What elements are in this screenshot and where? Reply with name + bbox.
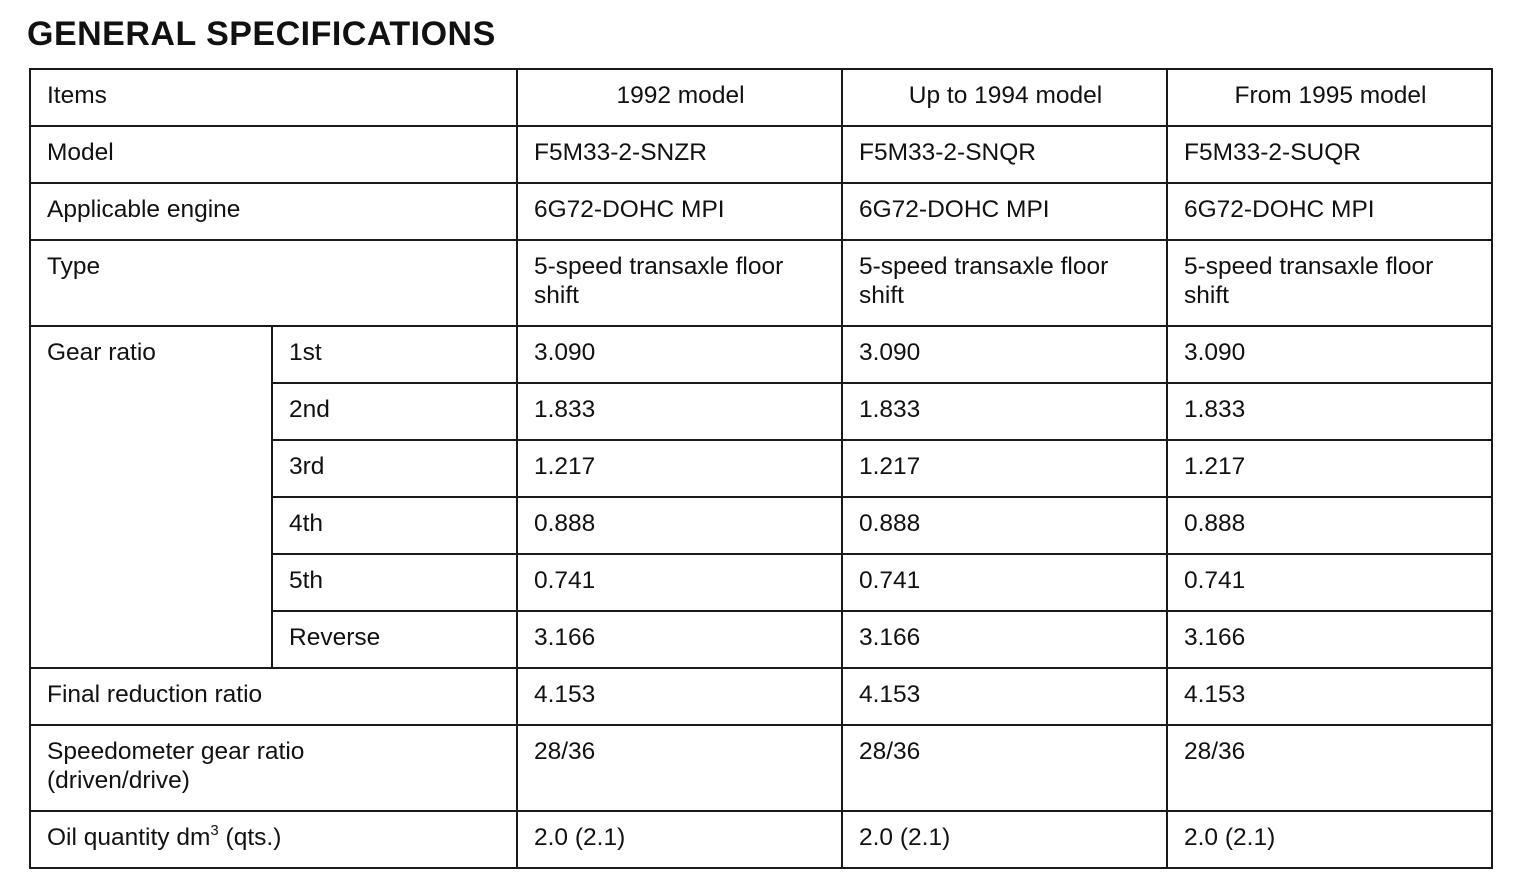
table-row-model bbox=[30, 126, 1492, 183]
cell-value: 1.833 bbox=[842, 383, 1167, 440]
cell-value: 28/36 bbox=[517, 725, 842, 811]
header-from-1995-model: From 1995 model bbox=[1167, 69, 1492, 126]
row-label: Type bbox=[30, 240, 517, 326]
gear-label: 1st bbox=[272, 326, 517, 383]
row-label-line1: Speedometer gear ratio bbox=[47, 738, 305, 765]
page-title: GENERAL SPECIFICATIONS bbox=[27, 15, 496, 53]
cell-value: F5M33-2-SNQR bbox=[842, 126, 1167, 183]
row-label: Applicable engine bbox=[30, 183, 517, 240]
cell-value: 3.166 bbox=[517, 611, 842, 668]
cell-value: 3.090 bbox=[517, 326, 842, 383]
oil-label-suffix: (qts.) bbox=[218, 824, 282, 851]
cell-value: 3.166 bbox=[842, 611, 1167, 668]
table-row-speedometer-gear-ratio bbox=[30, 725, 1492, 811]
cell-value: 1.833 bbox=[517, 383, 842, 440]
cell-value: 1.217 bbox=[1167, 440, 1492, 497]
cell-value: 1.217 bbox=[842, 440, 1167, 497]
row-label: Final reduction ratio bbox=[30, 668, 517, 725]
gear-label: Reverse bbox=[272, 611, 517, 668]
row-label bbox=[30, 811, 517, 868]
oil-label-superscript: 3 bbox=[210, 822, 219, 839]
cell-value: 3.090 bbox=[842, 326, 1167, 383]
header-items: Items bbox=[30, 69, 517, 126]
cell-value: 0.741 bbox=[1167, 554, 1492, 611]
cell-value: 4.153 bbox=[842, 668, 1167, 725]
cell-value: 6G72-DOHC MPI bbox=[842, 183, 1167, 240]
table-row-gear-1st bbox=[30, 326, 1492, 383]
cell-value: 3.090 bbox=[1167, 326, 1492, 383]
cell-value: 2.0 (2.1) bbox=[842, 811, 1167, 868]
cell-value: F5M33-2-SNZR bbox=[517, 126, 842, 183]
cell-value: 1.833 bbox=[1167, 383, 1492, 440]
cell-value: 28/36 bbox=[842, 725, 1167, 811]
gear-label: 2nd bbox=[272, 383, 517, 440]
cell-value: 5-speed transaxle floor shift bbox=[517, 240, 842, 326]
cell-value: 6G72-DOHC MPI bbox=[517, 183, 842, 240]
table-row-type bbox=[30, 240, 1492, 326]
cell-value: 28/36 bbox=[1167, 725, 1492, 811]
cell-value: 6G72-DOHC MPI bbox=[1167, 183, 1492, 240]
cell-value: 2.0 (2.1) bbox=[517, 811, 842, 868]
cell-value: 4.153 bbox=[517, 668, 842, 725]
cell-value: 2.0 (2.1) bbox=[1167, 811, 1492, 868]
cell-value: 4.153 bbox=[1167, 668, 1492, 725]
specifications-table bbox=[29, 68, 1493, 869]
cell-value: 0.888 bbox=[1167, 497, 1492, 554]
table-row-oil-quantity bbox=[30, 811, 1492, 868]
cell-value: F5M33-2-SUQR bbox=[1167, 126, 1492, 183]
gear-ratio-label: Gear ratio bbox=[30, 326, 272, 668]
gear-label: 3rd bbox=[272, 440, 517, 497]
row-label bbox=[30, 725, 517, 811]
cell-value: 1.217 bbox=[517, 440, 842, 497]
cell-value: 5-speed transaxle floor shift bbox=[842, 240, 1167, 326]
oil-label-prefix: Oil quantity dm bbox=[47, 824, 211, 851]
header-row bbox=[30, 69, 1492, 126]
cell-value: 3.166 bbox=[1167, 611, 1492, 668]
cell-value: 0.888 bbox=[517, 497, 842, 554]
row-label-line2: (driven/drive) bbox=[47, 767, 190, 794]
header-1992-model: 1992 model bbox=[517, 69, 842, 126]
cell-value: 5-speed transaxle floor shift bbox=[1167, 240, 1492, 326]
table-row-final-reduction-ratio bbox=[30, 668, 1492, 725]
cell-value: 0.888 bbox=[842, 497, 1167, 554]
gear-label: 5th bbox=[272, 554, 517, 611]
header-up-to-1994-model: Up to 1994 model bbox=[842, 69, 1167, 126]
row-label: Model bbox=[30, 126, 517, 183]
cell-value: 0.741 bbox=[842, 554, 1167, 611]
gear-label: 4th bbox=[272, 497, 517, 554]
cell-value: 0.741 bbox=[517, 554, 842, 611]
table-row-applicable-engine bbox=[30, 183, 1492, 240]
